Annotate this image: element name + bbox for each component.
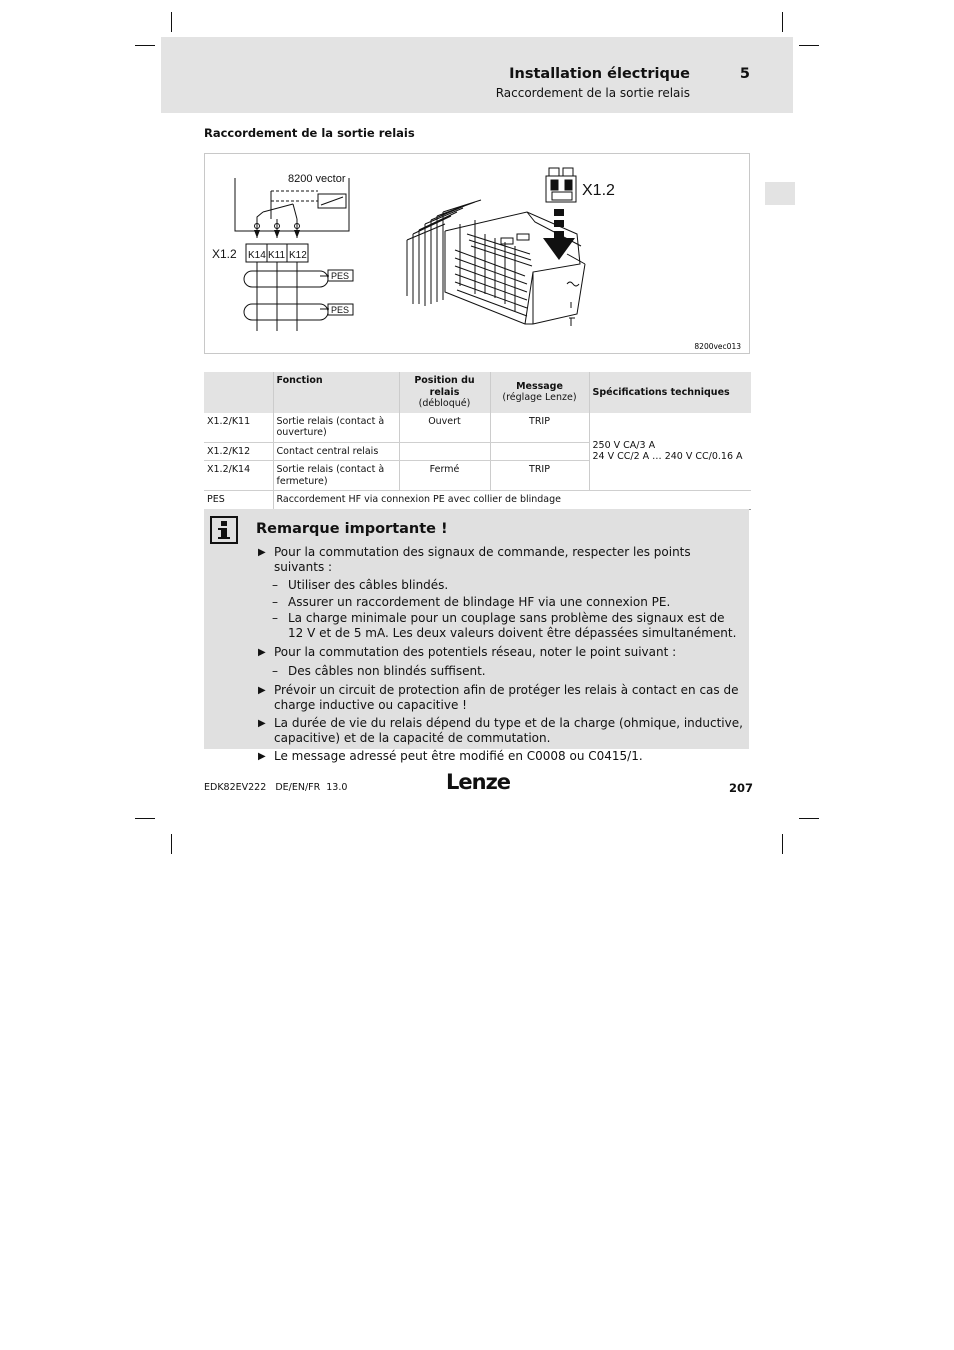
- bullet-arrow-icon: ▶: [258, 547, 266, 558]
- cell-message: TRIP: [490, 461, 589, 491]
- list-item-text: Le message adressé peut être modifié en C0008 ou C0415/1.: [274, 749, 643, 763]
- cell-fonction: Sortie relais (contact à fermeture): [273, 461, 399, 491]
- crop-mark: [135, 818, 155, 819]
- important-note: [204, 509, 749, 763]
- figure-id: 8200vec013: [694, 342, 741, 351]
- connector-label-right: X1.2: [582, 182, 615, 199]
- header-subtitle: Raccordement de la sortie relais: [495, 86, 690, 100]
- list-subitem-text: La charge minimale pour un couplage sans problème des signaux est de 12 V et de 5 mA. Les deux valeurs doivent être dépassées simultanément.: [288, 611, 737, 640]
- header-message-sub: (réglage Lenze): [502, 392, 577, 404]
- list-item: [258, 545, 743, 574]
- specs-line-2: 24 V CC/2 A … 240 V CC/0.16 A: [592, 451, 743, 463]
- header-cell-fonction: Fonction: [273, 372, 399, 413]
- wiring-figure: [204, 153, 750, 354]
- crop-mark: [135, 45, 155, 46]
- dash-marker: –: [272, 611, 278, 625]
- bullet-arrow-icon: ▶: [258, 647, 266, 658]
- crop-mark: [799, 45, 819, 46]
- list-item-text: La durée de vie du relais dépend du type et de la charge (ohmique, inductive, capacitive) et de la capacité de commutation.: [274, 716, 743, 745]
- terminal-k11: K11: [268, 250, 286, 261]
- connector-label-left: X1.2: [212, 247, 237, 261]
- table-row: [204, 491, 751, 510]
- pes-label-2: PES: [331, 305, 350, 315]
- terminal-k12: K12: [289, 250, 307, 261]
- cell-message: TRIP: [490, 413, 589, 443]
- header-cell-position: [399, 372, 490, 413]
- list-subitem-text: Des câbles non blindés suffisent.: [288, 663, 486, 678]
- inverter-drawing: [407, 168, 585, 326]
- cell-fonction: Contact central relais: [273, 442, 399, 461]
- info-i-icon: [210, 516, 238, 544]
- pes-label-1: PES: [331, 271, 350, 281]
- cell-position: [399, 442, 490, 461]
- crop-mark: [171, 834, 172, 854]
- list-subitem: [258, 664, 743, 679]
- dash-marker: –: [272, 663, 278, 678]
- crop-mark: [171, 12, 172, 32]
- page-number: 207: [729, 781, 754, 795]
- list-item-text: Prévoir un circuit de protection afin de protéger les relais à contact en cas de charge inductive ou capacitive !: [274, 683, 739, 712]
- note-list: [258, 545, 743, 768]
- page-header: [161, 37, 793, 113]
- dash-marker: –: [272, 578, 278, 592]
- specs-line-1: 250 V CA/3 A: [592, 439, 656, 451]
- header-cell-message: [490, 372, 589, 413]
- lenze-logo: Lenze: [446, 770, 511, 794]
- section-title: Raccordement de la sortie relais: [204, 126, 415, 140]
- header-message-main: Message: [516, 380, 563, 392]
- note-title: Remarque importante !: [256, 521, 448, 537]
- bullet-arrow-icon: ▶: [258, 751, 266, 762]
- header-position-main: Position du relais: [414, 375, 475, 398]
- list-item-text: Pour la commutation des potentiels réseau, noter le point suivant :: [274, 645, 677, 659]
- crop-mark: [782, 834, 783, 854]
- list-item: [258, 749, 743, 764]
- cell-terminal: PES: [204, 491, 273, 510]
- wiring-diagram: [205, 154, 749, 353]
- cell-terminal: X1.2/K12: [204, 442, 273, 461]
- list-item: [258, 645, 743, 660]
- cell-terminal: X1.2/K14: [204, 461, 273, 491]
- terminal-k14: K14: [248, 250, 266, 261]
- cell-terminal: X1.2/K11: [204, 413, 273, 443]
- cell-message: [490, 442, 589, 461]
- cell-fonction: Raccordement HF via connexion PE avec collier de blindage: [273, 491, 751, 510]
- bullet-arrow-icon: ▶: [258, 685, 266, 696]
- document-id: EDK82EV222 DE/EN/FR 13.0: [204, 782, 348, 793]
- table-row: [204, 413, 751, 443]
- cell-position: Fermé: [399, 461, 490, 491]
- list-subitem: [258, 611, 743, 640]
- relay-spec-table: [204, 372, 751, 510]
- list-subitem-text: Utiliser des câbles blindés.: [288, 578, 449, 592]
- chapter-number: 5: [739, 66, 750, 82]
- bullet-arrow-icon: ▶: [258, 718, 266, 729]
- crop-mark: [799, 818, 819, 819]
- list-item-text: Pour la commutation des signaux de commande, respecter les points suivants :: [274, 545, 691, 574]
- header-cell-specs: Spécifications techniques: [589, 372, 751, 413]
- header-position-sub: (débloqué): [418, 398, 471, 409]
- list-subitem: [258, 578, 743, 593]
- table-header-row: [204, 372, 751, 413]
- dash-marker: –: [272, 594, 278, 609]
- list-item: [258, 683, 743, 712]
- cell-specs: [589, 413, 751, 491]
- header-title: Installation électrique: [509, 66, 690, 82]
- header-cell-terminal: [204, 372, 273, 413]
- crop-mark: [782, 12, 783, 32]
- cell-position: Ouvert: [399, 413, 490, 443]
- chapter-tab: [765, 182, 795, 205]
- list-subitem: [258, 595, 743, 610]
- list-item: [258, 716, 743, 745]
- list-subitem-text: Assurer un raccordement de blindage HF via une connexion PE.: [288, 594, 671, 609]
- device-label: 8200 vector: [288, 173, 346, 185]
- cell-fonction: Sortie relais (contact à ouverture): [273, 413, 399, 443]
